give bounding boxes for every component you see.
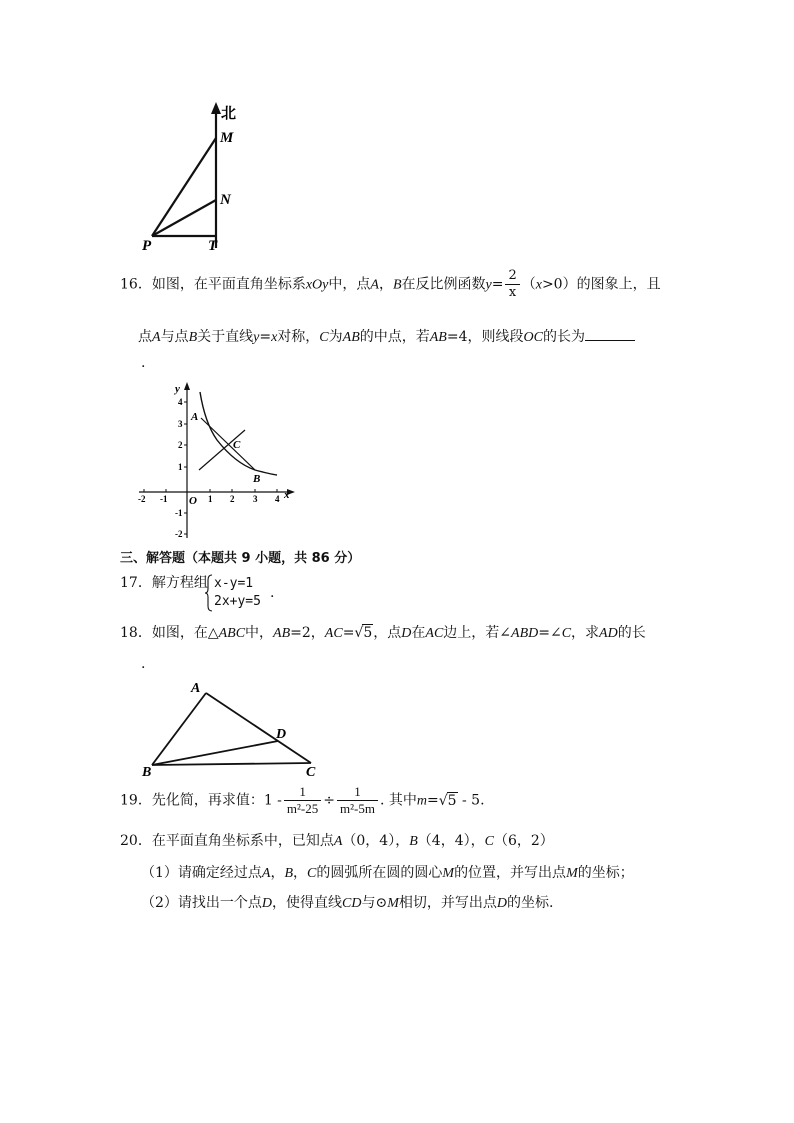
ytick-neg1: -1 [175, 508, 183, 518]
q20-part2 [141, 894, 553, 913]
xtick-neg1: -1 [160, 494, 168, 504]
point-A-label: A [191, 411, 199, 423]
q16-l2f: 为 [328, 329, 343, 345]
compass-figure [130, 100, 250, 255]
q18-ABD: ABD [511, 626, 539, 641]
ytick-3: 3 [178, 419, 183, 429]
q20-pC: （6，2） [493, 833, 554, 849]
q19-f2-den: m²-5m [339, 801, 375, 816]
xtick-3: 3 [253, 494, 258, 504]
q20-p2D2: D [496, 896, 508, 911]
xtick-neg2: -2 [138, 494, 146, 504]
q20-C: C [484, 834, 494, 849]
q20-p2e: 的坐标. [507, 895, 554, 911]
q18-line1 [120, 624, 646, 643]
q20-part1 [141, 864, 634, 883]
axis-x-label: x [284, 489, 290, 501]
q18-t3: = [342, 625, 355, 641]
section-3-header: 三、解答题（本题共 9 小题，共 86 分） [120, 551, 361, 566]
q16-B: B [392, 277, 402, 293]
q18-D: D [401, 626, 412, 641]
q19-fraction-2 [337, 784, 378, 817]
q16-l2A: A [152, 330, 161, 345]
q16-xv: x [535, 277, 542, 293]
q16-l2i: 的长为 [542, 329, 585, 345]
label-M: M [220, 130, 234, 146]
ytick-1: 1 [178, 462, 183, 472]
q16-l2d: = [259, 329, 272, 345]
q18-t5: 在 [411, 625, 426, 641]
q18-t2: =2， [290, 625, 325, 641]
q19-sqrt: √5 [438, 792, 457, 809]
q16-fraction-num: 2 [505, 268, 519, 285]
q16-t2: 在反比例函数 [401, 276, 486, 293]
q18-t7: =∠ [538, 625, 562, 641]
q20-p2a: （2）请找出一个点 [141, 895, 262, 911]
q16-t1: 中，点 [328, 276, 371, 293]
coordinate-figure [135, 378, 300, 540]
q19-num: 19．先化简，再求值：1 - [120, 792, 282, 809]
q20-p1d: 的坐标； [577, 865, 634, 881]
q19-m: m [416, 793, 427, 809]
q20-intro: 20．在平面直角坐标系中，已知点 [120, 833, 334, 849]
north-label: 北 [221, 106, 237, 122]
q16-l2B: B [188, 330, 198, 345]
q20-line1 [120, 832, 554, 851]
q16-comma: ， [378, 276, 393, 293]
ytick-4: 4 [178, 397, 183, 407]
q19-t3: - 5. [457, 792, 485, 809]
q20-pB: （4，4）， [417, 833, 485, 849]
triangle-figure [138, 680, 323, 780]
tri-label-B: B [142, 765, 152, 780]
xtick-4: 4 [275, 494, 280, 504]
q16-l2x: x [271, 330, 278, 345]
q17-end: . [270, 585, 275, 601]
q18-ABC: ABC [218, 626, 246, 641]
q20-A: A [333, 834, 343, 849]
label-N: N [220, 192, 231, 208]
q16-t4: >0）的图象上，且 [541, 276, 661, 293]
xtick-1: 1 [208, 494, 213, 504]
q19 [120, 784, 485, 818]
q20-p2CD: CD [342, 896, 362, 911]
q20-p2c: 与⊙ [361, 895, 388, 911]
q20-p1c1: ， [270, 865, 285, 881]
q18-AD: AD [599, 626, 618, 641]
q20-p1A: A [261, 866, 271, 881]
q20-p1c: 的位置，并写出点 [454, 865, 567, 881]
q19-f1-den: m²-25 [286, 801, 319, 816]
axis-y-label: y [175, 383, 180, 395]
q16-num: 16．如图，在平面直角坐标系 [120, 276, 306, 293]
q16-l2h: =4，则线段 [446, 329, 524, 345]
q20-p1C: C [307, 866, 317, 881]
q16-l2AB2: AB [429, 330, 447, 345]
xtick-2: 2 [230, 494, 235, 504]
q18-AC: AC [324, 626, 343, 641]
q19-t2: = [426, 792, 439, 809]
q18-C: C [561, 626, 572, 641]
q16-l2c: 关于直线 [197, 329, 254, 345]
q18-t4: ，点 [373, 625, 402, 641]
q18-t1: 中， [245, 625, 274, 641]
q16-line2 [138, 326, 635, 347]
q18-t8: ，求 [571, 625, 600, 641]
tri-label-D: D [276, 727, 287, 742]
q20-p1M2: M [566, 866, 578, 881]
tri-label-A: A [191, 681, 201, 696]
q16-line1 [120, 268, 661, 301]
q18-sqrt: √5 [354, 625, 373, 641]
q18-AC2: AC [425, 626, 444, 641]
q18-num: 18．如图，在△ [120, 625, 219, 641]
q19-f2-num: 1 [337, 784, 378, 801]
q18-t9: 的长 [617, 625, 646, 641]
q16-l2e: 对称， [277, 329, 320, 345]
point-C-label: C [233, 439, 241, 451]
ytick-2: 2 [178, 440, 183, 450]
q20-p2d: 相切，并写出点 [398, 895, 497, 911]
q20-p1B: B [284, 866, 294, 881]
q16-l2b: 与点 [160, 329, 189, 345]
q17-label: 17．解方程组 [120, 575, 208, 591]
q18-line2: . [141, 656, 146, 672]
q17 [120, 574, 275, 609]
q19-t1: . 其中 [379, 792, 417, 809]
q16-fraction [505, 268, 519, 301]
q20-pA: （0，4）， [342, 833, 410, 849]
q16-xoy: xOy [305, 277, 329, 293]
q19-sqrt-5: 5 [447, 792, 457, 809]
q20-p2b: ，使得直线 [272, 895, 343, 911]
q17-eq2: 2x+y=5 [214, 594, 261, 609]
q19-fraction-1 [284, 784, 321, 817]
q18-AB: AB [273, 626, 291, 641]
q16-t3: （ [521, 276, 536, 293]
q20-B: B [409, 834, 418, 849]
q20-p1a: （1）请确定经过点 [141, 865, 262, 881]
q19-f1-num: 1 [284, 784, 321, 801]
q16-answer-blank [585, 326, 635, 341]
q16-A: A [370, 277, 379, 293]
q16-l2C: C [319, 330, 329, 345]
q20-p1M: M [442, 866, 455, 881]
q19-div: ÷ [323, 792, 335, 809]
q16-l2g: 的中点，若 [359, 329, 430, 345]
q17-system [214, 575, 261, 611]
q16-l2OC: OC [523, 330, 543, 345]
q16-l2a: 点 [138, 329, 152, 345]
tri-label-C: C [306, 765, 316, 780]
label-T: T [208, 238, 218, 254]
q17-brace [205, 574, 213, 612]
q16-fraction-den: x [508, 285, 517, 300]
q18-t6: 边上，若∠ [443, 625, 512, 641]
ytick-neg2: -2 [175, 529, 183, 539]
q16-eq: = [491, 276, 504, 293]
q20-p2D: D [261, 896, 273, 911]
q18-sqrt-5: 5 [363, 625, 373, 641]
q16-l2AB: AB [342, 330, 360, 345]
q16-y: y [485, 277, 492, 293]
label-P: P [142, 238, 152, 254]
q20-p2M: M [387, 896, 399, 911]
q17-eq1: x-y=1 [214, 576, 254, 591]
q20-p1c2: ， [293, 865, 308, 881]
origin-label: O [189, 495, 197, 507]
q16-l2y: y [253, 330, 260, 345]
q16-line3: . [141, 355, 146, 371]
q20-p1b: 的圆弧所在圆的圆心 [316, 865, 443, 881]
point-B-label: B [253, 473, 261, 485]
